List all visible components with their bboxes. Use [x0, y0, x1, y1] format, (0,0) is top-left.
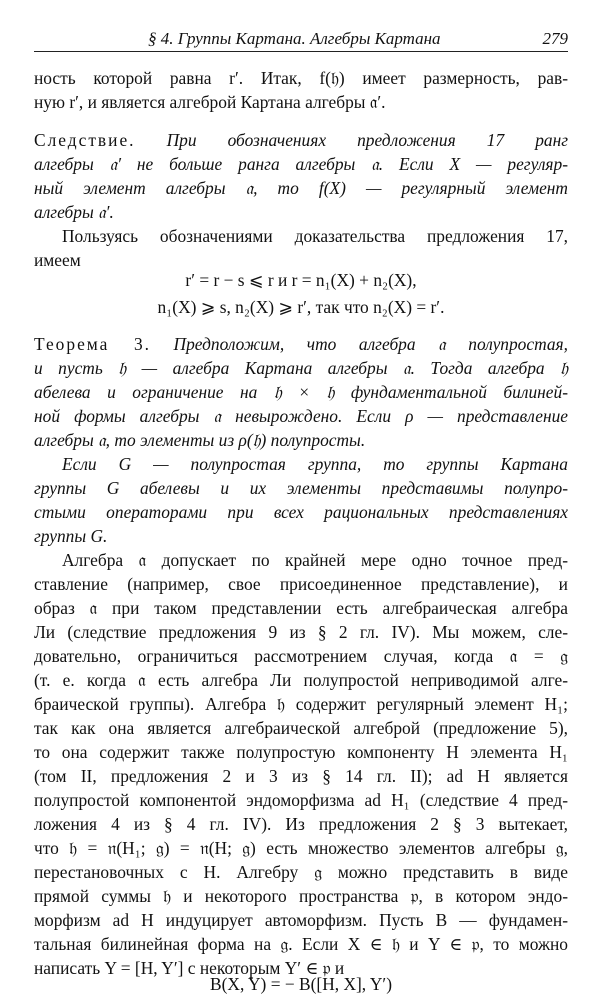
text-segment: алгебры 𝔞′ не больше ранга алгебры 𝔞. Если X — регуляр- [34, 154, 568, 174]
text-segment: (том II, предложения 2 и 3 из § 14 гл. II); ad H является [34, 766, 568, 786]
text-line [34, 356, 568, 380]
text-segment: так как она является алгебраической алгеброй (предложение 5), [34, 718, 568, 738]
text-line [62, 548, 568, 572]
text-segment: что 𝔥 = 𝔫(H₁; 𝔤) = 𝔫(H; 𝔤) есть множество элементов алгебры 𝔤, [34, 838, 568, 858]
text-line [34, 524, 568, 548]
text-line [34, 644, 568, 668]
text-line [34, 500, 568, 524]
text-line [34, 716, 568, 740]
text-segment: алгебры 𝔞′. [34, 202, 114, 222]
text-segment: ложения 4 из § 4 гл. IV). Из предложения 2 § 3 вытекает, [34, 814, 568, 834]
text-segment: группы G абелевы и их элементы представимы полупро- [34, 478, 568, 498]
text-line [34, 268, 568, 292]
text-segment: перестановочных с H. Алгебру 𝔤 можно представить в виде [34, 862, 568, 882]
text-segment: ный элемент алгебры 𝔞, то f(X) — регулярный элемент [34, 178, 568, 198]
text-line [34, 884, 568, 908]
text-line [34, 332, 568, 356]
text-line [34, 932, 568, 956]
text-segment: алгебры 𝔞, то элементы из ρ(𝔥) полупросты. [34, 430, 366, 450]
running-header [34, 24, 568, 52]
text-segment: абелева и ограничение на 𝔥 × 𝔥 фундаментальной билиней- [34, 382, 568, 402]
text-segment: Пользуясь обозначениями доказательства предложения 17, [62, 226, 568, 246]
text-line [62, 452, 568, 476]
text-line [34, 66, 568, 90]
text-line [34, 836, 568, 860]
text-line [34, 860, 568, 884]
text-segment: r′ = r − s ⩽ r и r = n₁(X) + n₂(X), [185, 270, 417, 290]
text-line [34, 476, 568, 500]
text-segment: При обозначениях предложения 17 ранг [135, 130, 568, 150]
text-segment: Если G — полупростая группа, то группы Картана [62, 454, 568, 474]
text-line [34, 764, 568, 788]
text-line [34, 620, 568, 644]
text-segment: написать Y = [H, Y′] с некоторым Y′ ∈ 𝔭 и [34, 958, 345, 978]
text-line [34, 668, 568, 692]
text-segment: Следствие. [34, 130, 136, 150]
text-line [34, 428, 568, 452]
text-line [62, 224, 568, 248]
text-line [34, 572, 568, 596]
text-line [34, 152, 568, 176]
text-segment: стыми операторами при всех рациональных представлениях [34, 502, 568, 522]
header-rule [34, 51, 568, 52]
header-title: § 4. Группы Картана. Алгебры Картана [148, 29, 441, 48]
text-segment: имеем [34, 250, 81, 270]
text-line [34, 128, 568, 152]
text-line [34, 295, 568, 319]
text-segment: браической группы). Алгебра 𝔥 содержит регулярный элемент H₁; [34, 694, 568, 714]
text-segment: образ 𝔞 при таком представлении есть алгебраическая алгебра [34, 598, 568, 618]
text-line [34, 788, 568, 812]
text-line [34, 176, 568, 200]
text-segment: то она содержит также полупростую компоненту H элемента H₁ [34, 742, 568, 762]
text-segment: и пусть 𝔥 — алгебра Картана алгебры 𝔞. Тогда алгебра 𝔥 [34, 358, 568, 378]
text-segment: ставление (например, свое присоединенное представление), и [34, 574, 568, 594]
text-line [34, 596, 568, 620]
text-line [34, 692, 568, 716]
text-segment: довательно, ограничиться рассмотрением случая, когда 𝔞 = 𝔤 [34, 646, 568, 666]
text-segment: ной формы алгебры 𝔞 невырождено. Если ρ — представление [34, 406, 568, 426]
text-segment: ность которой равна r′. Итак, f(𝔥) имеет размерность, рав- [34, 68, 568, 88]
text-segment: морфизм ad H индуцирует автоморфизм. Пусть B — фундамен- [34, 910, 568, 930]
text-line [34, 404, 568, 428]
text-segment: B(X, Y) = − B([H, X], Y′) [210, 974, 392, 994]
text-line [34, 972, 568, 996]
text-segment: прямой суммы 𝔥 и некоторого пространства 𝔭, в котором эндо- [34, 886, 568, 906]
text-line [34, 90, 568, 114]
page-number: 279 [542, 29, 568, 48]
text-segment: ную r′, и является алгеброй Картана алгебры 𝔞′. [34, 92, 386, 112]
text-segment: полупростой компонентой эндоморфизма ad H₁ (следствие 4 пред- [34, 790, 568, 810]
text-segment: Теорема 3. [34, 334, 151, 354]
text-segment: Алгебра 𝔞 допускает по крайней мере одно точное пред- [62, 550, 568, 570]
text-segment: тальная билинейная форма на 𝔤. Если X ∈ 𝔥 и Y ∈ 𝔭, то можно [34, 934, 568, 954]
text-segment: группы G. [34, 526, 108, 546]
text-line [34, 380, 568, 404]
text-line [34, 908, 568, 932]
text-segment: Ли (следствие предложения 9 из § 2 гл. IV). Мы можем, сле- [34, 622, 568, 642]
text-segment: (т. е. когда 𝔞 есть алгебра Ли полупростой неприводимой алге- [34, 670, 568, 690]
text-line [34, 200, 568, 224]
text-line [34, 740, 568, 764]
text-line [34, 812, 568, 836]
text-segment: n₁(X) ⩾ s, n₂(X) ⩾ r′, так что n₂(X) = r′. [157, 297, 445, 317]
text-segment: Предположим, что алгебра 𝔞 полупростая, [151, 334, 568, 354]
